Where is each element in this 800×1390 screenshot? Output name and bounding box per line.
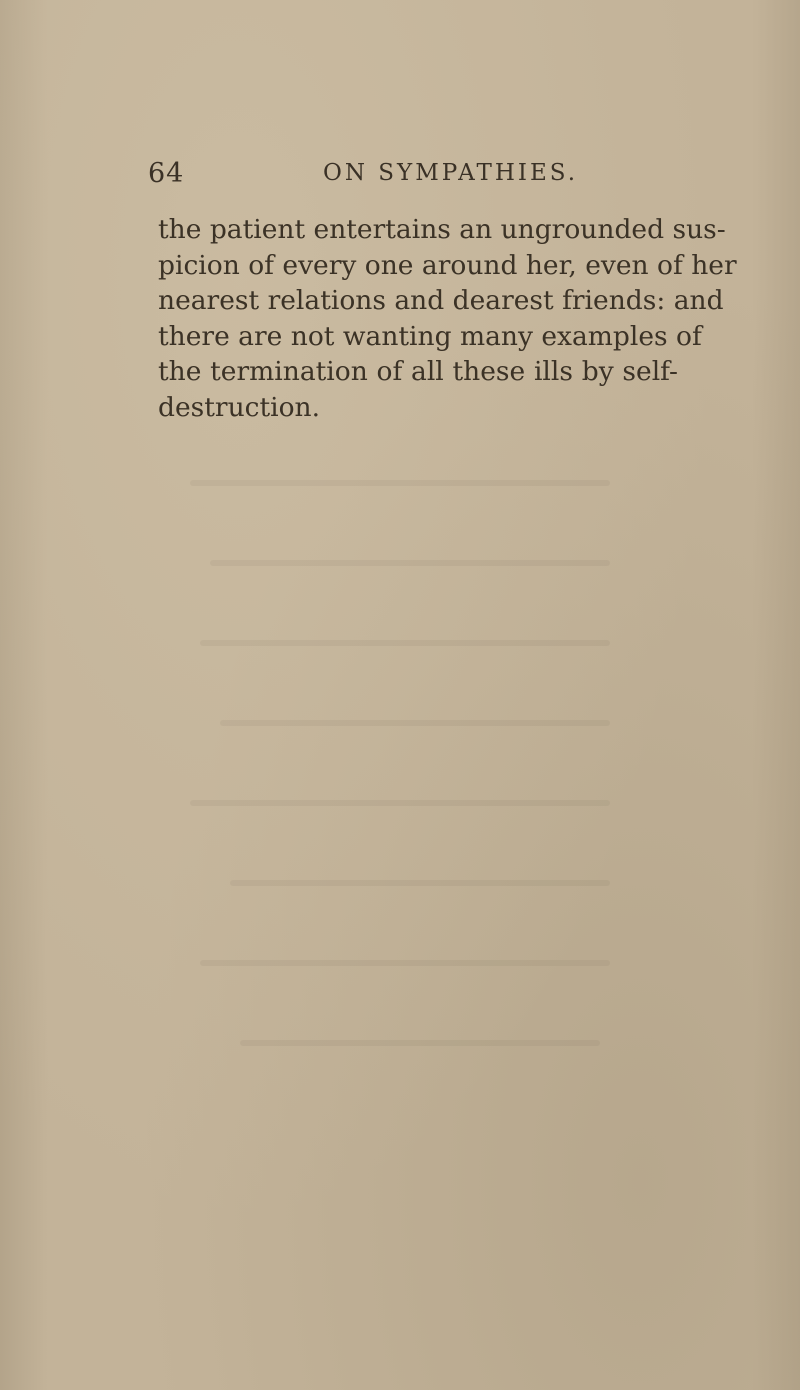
body-paragraph: [158, 212, 737, 425]
page-number: 64: [148, 158, 185, 189]
text-line: the termination of all these ills by self-: [158, 356, 678, 387]
text-line: there are not wanting many examples of: [158, 320, 702, 352]
text-line: the patient entertains an ungrounded sus-: [158, 214, 726, 245]
text-line: destruction.: [158, 391, 321, 423]
text-line: picion of every one around her, even of her: [158, 249, 737, 281]
running-title: ON SYMPATHIES.: [323, 160, 579, 186]
text-line: nearest relations and dearest friends: and: [158, 285, 724, 316]
running-head: [148, 158, 688, 198]
